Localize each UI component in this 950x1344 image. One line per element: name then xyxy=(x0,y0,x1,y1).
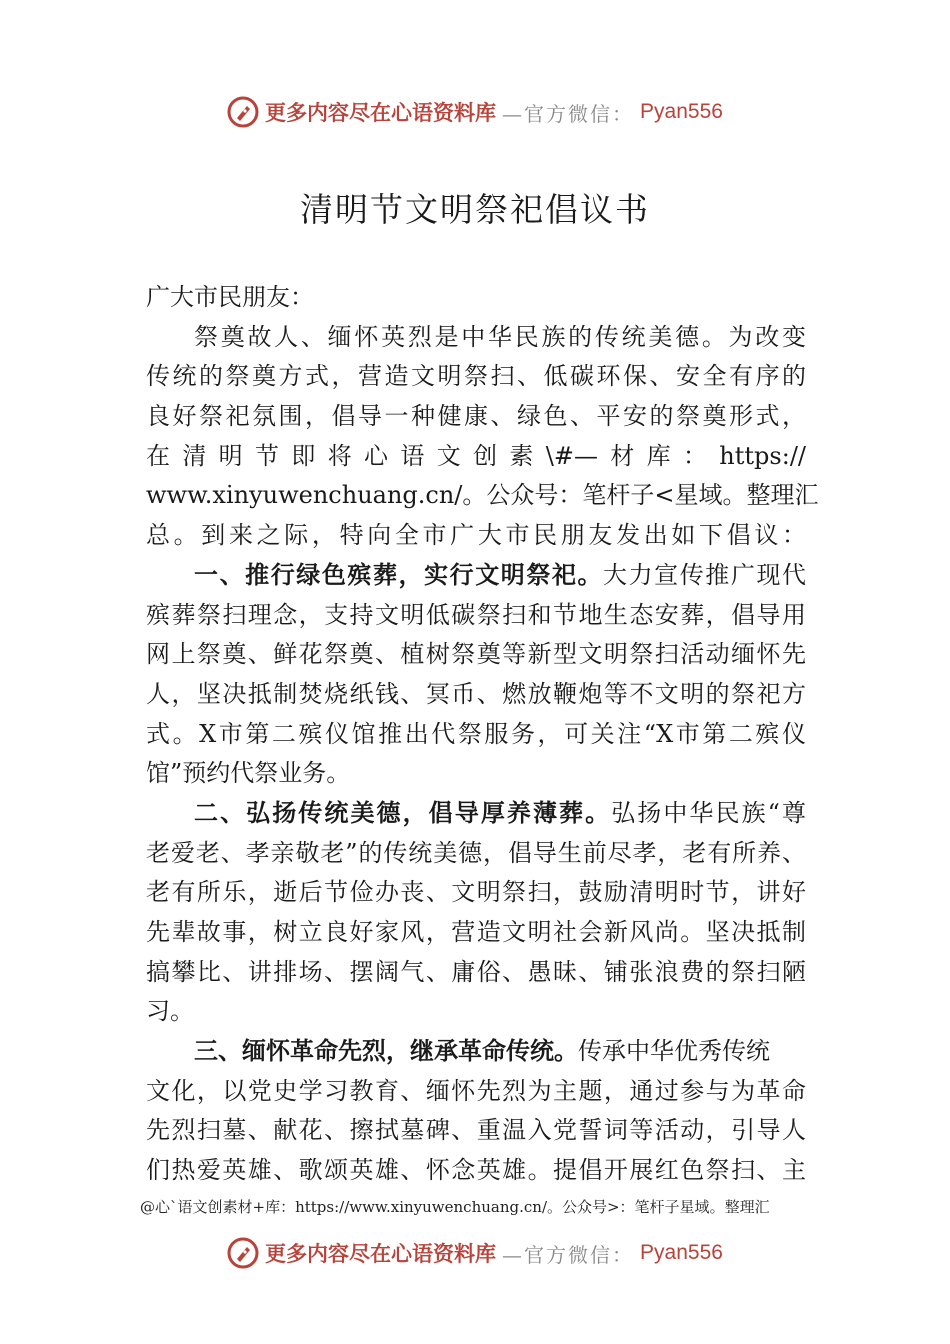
para1-line: 祭奠故人、缅怀英烈是中华民族的传统美德。为改变 xyxy=(194,322,806,351)
section1-line: 殡葬祭扫理念，支持文明低碳祭扫和节地生态安葬，倡导用 xyxy=(146,600,806,629)
section2-heading: 二、弘扬传统美德，倡导厚养薄葬。 xyxy=(194,798,612,827)
section2-line: 习。 xyxy=(146,997,194,1026)
section1-first-text: 大力宣传推广现代 xyxy=(603,560,807,589)
section2-line: 老爱老、孝亲敬老”的传统美德，倡导生前尽孝，老有所养、 xyxy=(146,838,806,867)
banner-wechat-id: Pyan556 xyxy=(640,100,723,123)
section1-line: 人，坚决抵制焚烧纸钱、冥币、燃放鞭炮等不文明的祭祀方 xyxy=(146,679,806,708)
section3-heading: 三、缅怀革命先烈，继承革命传统。 xyxy=(194,1037,578,1066)
para1-line: 总。到来之际，特向全市广大市民朋友发出如下倡议： xyxy=(146,521,806,550)
para1-line: 在清明节即将心语文创素\#—材库：https:// xyxy=(146,441,806,470)
banner-main-text: 更多内容尽在心语资料库 xyxy=(265,1241,497,1266)
pen-nib-logo-icon xyxy=(227,96,259,128)
banner-dash-text: —官方微信： xyxy=(502,101,635,126)
salutation: 广大市民朋友： xyxy=(146,283,314,311)
section3-line: 先烈扫墓、献花、擦拭墓碑、重温入党誓词等活动，引导人 xyxy=(146,1116,806,1145)
section3-line: 们热爱英雄、歌颂英雄、怀念英雄。提倡开展红色祭扫、主 xyxy=(146,1156,806,1185)
document-title: 清明节文明祭祀倡议书 xyxy=(300,190,650,229)
section3-first-line xyxy=(146,1032,820,1072)
section2-line: 先辈故事，树立良好家风，营造文明社会新风尚。坚决抵制 xyxy=(146,918,806,946)
section2-first-line xyxy=(146,794,806,834)
para1-line: 良好祭祀氛围，倡导一种健康、绿色、平安的祭奠形式， xyxy=(146,402,806,431)
section1-line: 式。X市第二殡仪馆推出代祭服务，可关注“X市第二殡仪 xyxy=(146,719,806,748)
banner-main-text: 更多内容尽在心语资料库 xyxy=(265,100,497,125)
section2-line: 搞攀比、讲排场、摆阔气、庸俗、愚昧、铺张浪费的祭扫陋 xyxy=(146,957,806,986)
section1-line: 馆”预约代祭业务。 xyxy=(146,759,351,788)
document-body xyxy=(146,278,819,1191)
banner-dash-text: —官方微信： xyxy=(502,1242,635,1267)
para1-line: 传统的祭奠方式，营造文明祭扫、低碳环保、安全有序的 xyxy=(146,362,806,391)
header-banner xyxy=(0,96,950,128)
pen-nib-logo-icon xyxy=(227,1237,259,1269)
footer-banner xyxy=(0,1237,950,1269)
section1-first-line xyxy=(146,556,806,596)
section2-line: 老有所乐，逝后节俭办丧、文明祭扫，鼓励清明时节，讲好 xyxy=(146,878,806,907)
section1-heading: 一、推行绿色殡葬，实行文明祭祀。 xyxy=(194,560,604,589)
section3-first-text: 传承中华优秀传统 xyxy=(578,1037,770,1066)
banner-wechat-id: Pyan556 xyxy=(640,1241,723,1264)
para1-line: www.xinyuwenchuang.cn/。公众号：笔杆子<星域。整理汇 xyxy=(146,481,819,510)
section3-line: 文化，以党史学习教育、缅怀先烈为主题，通过参与为革命 xyxy=(146,1076,806,1105)
footnote-source: @心`语文创素材+库：https://www.xinyuwenchuang.cn/。公众号>：笔杆子星域。整理汇 xyxy=(140,1198,770,1216)
section2-first-text: 弘扬中华民族“尊 xyxy=(611,798,806,827)
section1-line: 网上祭奠、鲜花祭奠、植树祭奠等新型文明祭扫活动缅怀先 xyxy=(146,640,806,669)
